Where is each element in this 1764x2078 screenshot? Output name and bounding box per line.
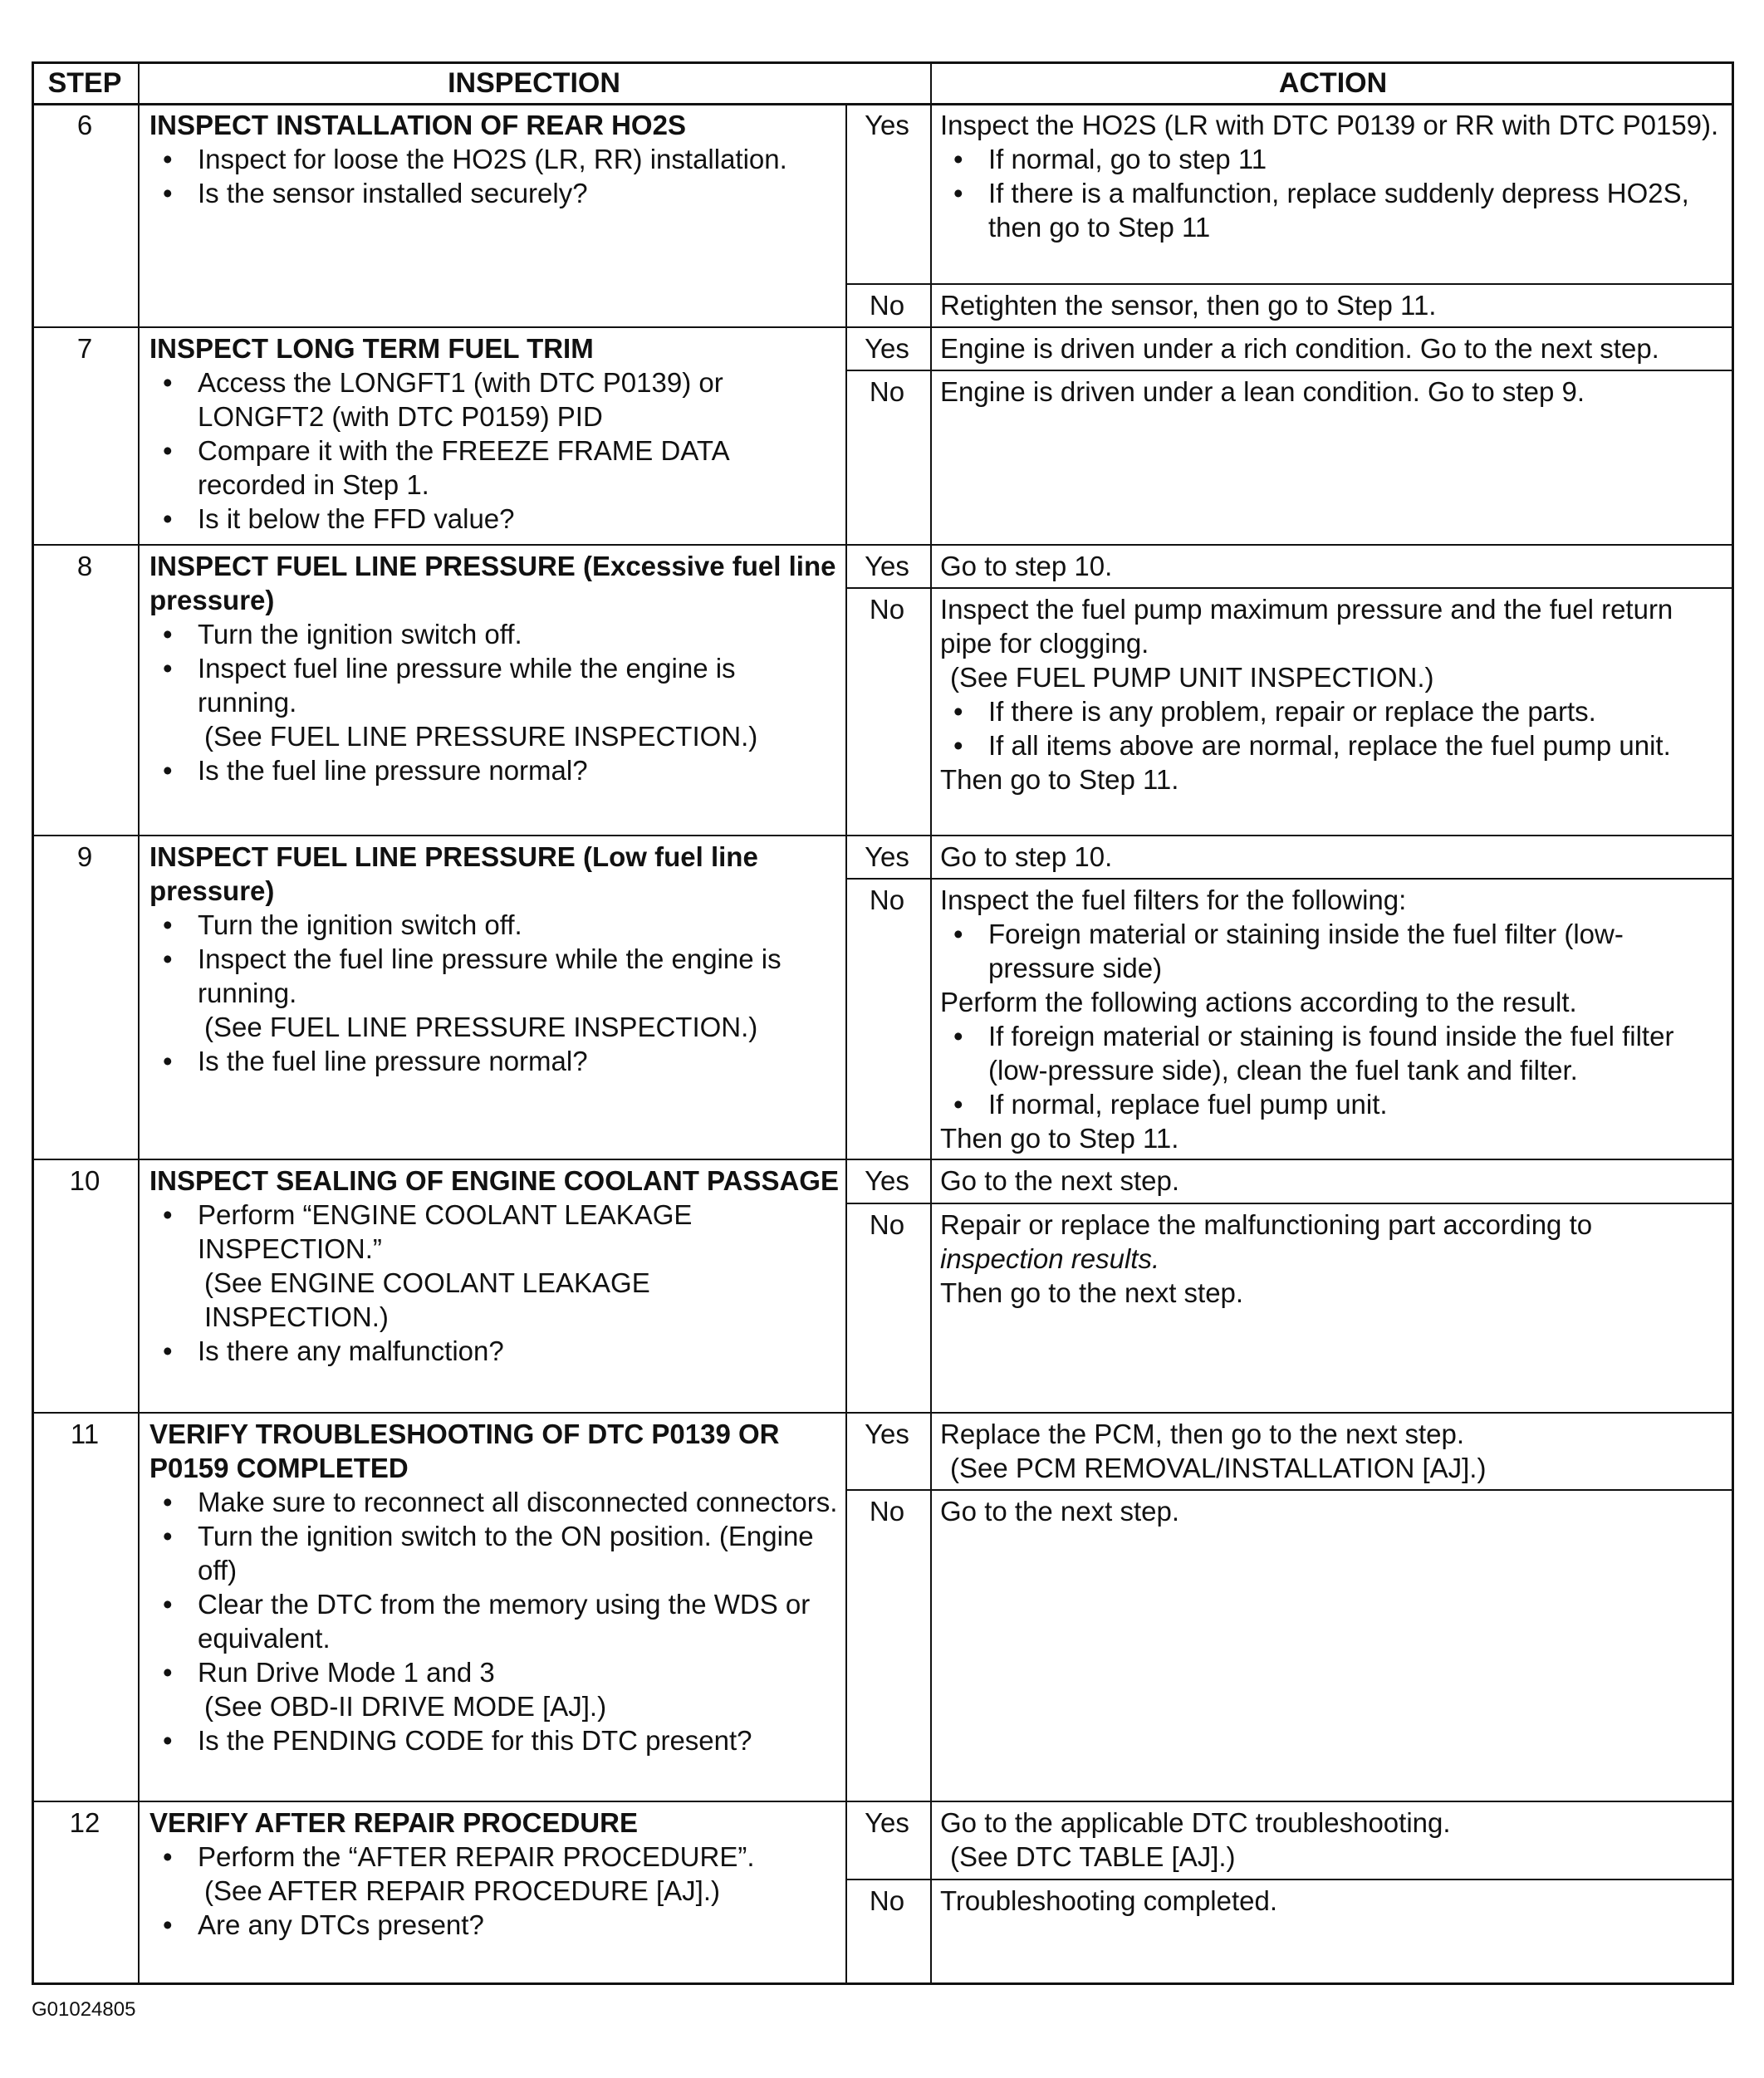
yes-label: Yes [865,110,909,140]
yes-no-divider [845,1489,1734,1491]
yes-action: Engine is driven under a rich condition. Go to the next step. [940,333,1659,364]
inspection-item: • Turn the ignition switch to the ON position. (Engine off) [149,1519,839,1587]
row-divider [32,326,1734,328]
action-bullet: • If foreign material or staining is found inside the fuel filter (low-pressure side), clean the fuel tank and filter. [940,1019,1729,1087]
no-label: No [869,594,905,625]
yes-action [940,108,1729,244]
inspection-reference: (See OBD-II DRIVE MODE [AJ].) [204,1691,607,1722]
inspection-item: • Inspect the fuel line pressure while the engine is running. [149,942,839,1010]
inspection-item: • Turn the ignition switch off. [149,617,839,651]
no-label: No [869,885,905,915]
inspection-item: • Is the sensor installed securely? [149,176,839,210]
yes-no-divider [845,1203,1734,1204]
inspection-item: • Is there any malfunction? [149,1334,839,1368]
no-label: No [869,1496,905,1527]
yes-label: Yes [865,1419,909,1449]
inspection-title: VERIFY AFTER REPAIR PROCEDURE [149,1807,638,1838]
action-text: Then go to Step 11. [940,764,1179,795]
inspection-item: • Perform “ENGINE COOLANT LEAKAGE INSPECTION.” [149,1198,839,1266]
inspection-cell [149,549,839,787]
inspection-reference: (See FUEL LINE PRESSURE INSPECTION.) [204,1012,758,1042]
yes-label: Yes [865,841,909,872]
yes-label: Yes [865,333,909,364]
header-bottom-line [32,103,1734,105]
inspection-item: • Turn the ignition switch off. [149,908,839,942]
action-text: Repair or replace the malfunctioning part according to [940,1209,1593,1240]
inspection-item: • Is the PENDING CODE for this DTC present? [149,1723,839,1757]
no-action [940,883,1729,1155]
inspection-item: • Is it below the FFD value? [149,502,839,536]
action-text: Go to the applicable DTC troubleshooting. [940,1807,1451,1838]
inspection-item: • Inspect fuel line pressure while the engine is running. [149,651,839,719]
yes-no-divider [845,878,1734,880]
step-number: 11 [70,1419,100,1449]
yes-action: Go to step 10. [940,551,1113,581]
action-bullet: • If normal, replace fuel pump unit. [940,1087,1729,1121]
action-text: inspection results. [940,1243,1160,1274]
yes-no-divider [845,370,1734,371]
inspection-title: INSPECT FUEL LINE PRESSURE (Excessive fuel line pressure) [149,551,836,615]
no-action: Troubleshooting completed. [940,1885,1278,1916]
action-text: Replace the PCM, then go to the next step. [940,1419,1465,1449]
action-bullet: • If all items above are normal, replace the fuel pump unit. [940,728,1729,762]
inspection-title: VERIFY TROUBLESHOOTING OF DTC P0139 OR P0159 COMPLETED [149,1419,780,1483]
inspection-cell [149,1417,839,1757]
action-reference: (See FUEL PUMP UNIT INSPECTION.) [950,662,1434,693]
yes-action: Go to step 10. [940,841,1113,872]
action-reference: (See PCM REMOVAL/INSTALLATION [AJ].) [950,1453,1487,1483]
col-divider-action [930,61,932,1985]
inspection-item: • Is the fuel line pressure normal? [149,1044,839,1078]
no-label: No [869,1885,905,1916]
no-label: No [869,290,905,321]
inspection-item: • Is the fuel line pressure normal? [149,753,839,787]
no-label: No [869,1209,905,1240]
no-action [940,592,1729,796]
yes-no-divider [845,587,1734,589]
step-number: 12 [69,1807,100,1838]
action-text: Inspect the fuel filters for the following: [940,885,1407,915]
row-divider [32,1159,1734,1160]
action-text: Then go to the next step. [940,1277,1244,1308]
action-bullet: • If there is a malfunction, replace suddenly depress HO2S, then go to Step 11 [940,176,1729,244]
inspection-cell [149,331,839,536]
yes-action [940,1806,1729,1874]
inspection-title: INSPECT INSTALLATION OF REAR HO2S [149,110,686,140]
header-action: ACTION [1278,67,1388,99]
inspection-item: • Clear the DTC from the memory using the WDS or equivalent. [149,1587,839,1655]
row-divider [32,544,1734,546]
inspection-item: • Are any DTCs present? [149,1908,839,1942]
inspection-item: • Inspect for loose the HO2S (LR, RR) installation. [149,142,839,176]
action-bullet: • Foreign material or staining inside the fuel filter (low-pressure side) [940,917,1729,985]
inspection-item: • Perform the “AFTER REPAIR PROCEDURE”. [149,1840,839,1874]
row-divider [32,835,1734,836]
yes-action [940,1417,1729,1485]
no-action [940,1208,1729,1310]
yes-label: Yes [865,1165,909,1196]
inspection-cell [149,108,839,210]
action-text: Inspect the HO2S (LR with DTC P0139 or RR with DTC P0159). [940,110,1719,140]
yes-label: Yes [865,551,909,581]
header-step: STEP [47,67,122,99]
action-reference: (See DTC TABLE [AJ].) [950,1841,1236,1872]
no-action: Engine is driven under a lean condition. Go to step 9. [940,376,1585,407]
step-number: 8 [76,551,93,581]
action-bullet: • If there is any problem, repair or replace the parts. [940,694,1729,728]
action-text: Inspect the fuel pump maximum pressure and the fuel return pipe for clogging. [940,594,1673,659]
inspection-cell [149,1806,839,1942]
inspection-cell [149,840,839,1078]
action-bullet: • If normal, go to step 11 [940,142,1729,176]
step-number: 10 [69,1165,100,1196]
row-divider [32,1412,1734,1414]
row-divider [32,1801,1734,1802]
inspection-reference: (See FUEL LINE PRESSURE INSPECTION.) [204,721,758,752]
step-number: 7 [76,333,93,364]
no-label: No [869,376,905,407]
action-text: Then go to Step 11. [940,1123,1179,1154]
inspection-item: • Make sure to reconnect all disconnected connectors. [149,1485,839,1519]
yes-label: Yes [865,1807,909,1838]
inspection-item: • Run Drive Mode 1 and 3 [149,1655,839,1689]
figure-code: G01024805 [32,1998,136,2021]
col-divider-step [138,61,140,1985]
inspection-item: • Compare it with the FREEZE FRAME DATA recorded in Step 1. [149,434,839,502]
yes-action: Go to the next step. [940,1165,1180,1196]
step-number: 6 [76,110,93,140]
inspection-reference: (See AFTER REPAIR PROCEDURE [AJ].) [204,1875,721,1906]
yes-no-divider [845,283,1734,285]
no-action: Go to the next step. [940,1496,1180,1527]
inspection-title: INSPECT LONG TERM FUEL TRIM [149,333,594,364]
inspection-title: INSPECT FUEL LINE PRESSURE (Low fuel line pressure) [149,841,758,906]
inspection-cell [149,1164,839,1368]
header-inspection: INSPECTION [448,67,620,99]
inspection-title: INSPECT SEALING OF ENGINE COOLANT PASSAGE [149,1165,839,1196]
yes-no-divider [845,1879,1734,1880]
step-number: 9 [76,841,93,872]
inspection-reference: (See ENGINE COOLANT LEAKAGE INSPECTION.) [204,1267,650,1332]
no-action: Retighten the sensor, then go to Step 11. [940,290,1437,321]
inspection-item: • Access the LONGFT1 (with DTC P0139) or LONGFT2 (with DTC P0159) PID [149,365,839,434]
action-text: Perform the following actions according to the result. [940,987,1577,1017]
